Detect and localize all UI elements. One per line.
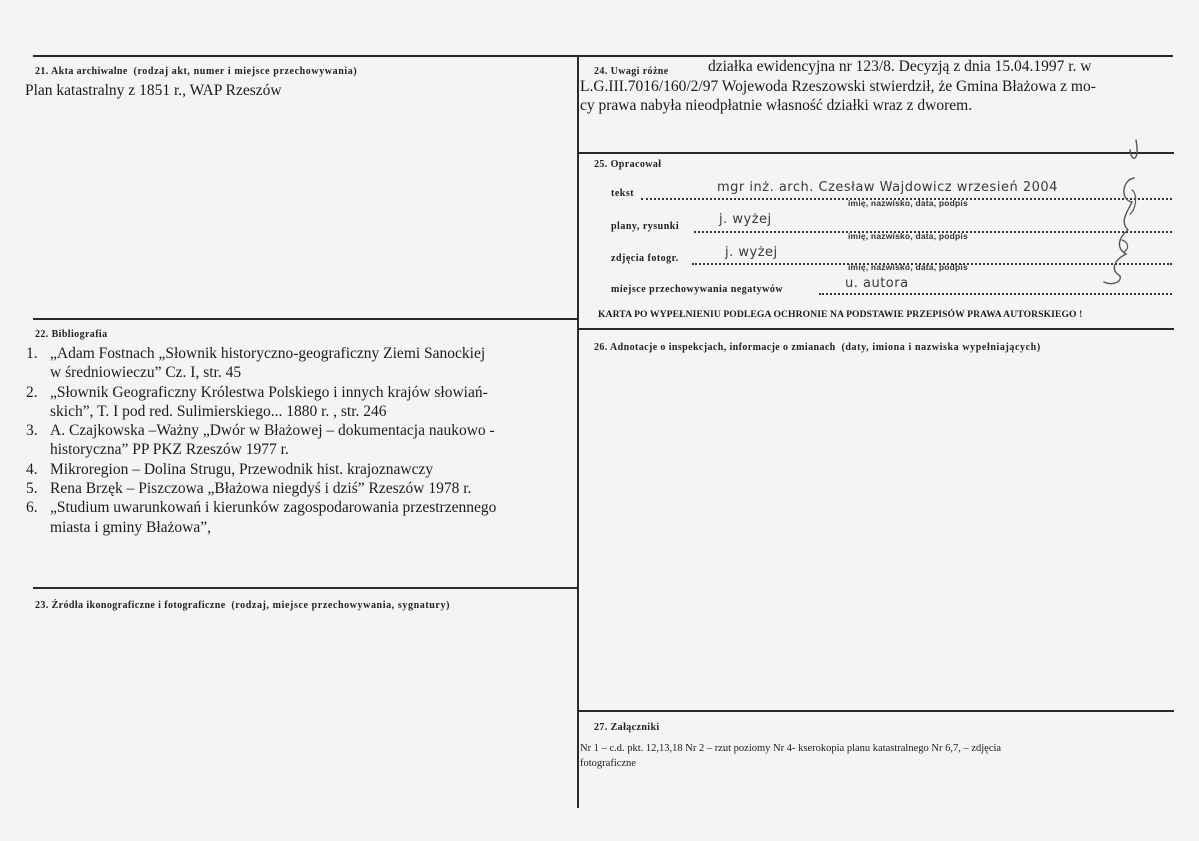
plany-label: plany, rysunki [611,221,680,232]
s21-label: 21. Akta archiwalne (rodzaj akt, numer i miejsce przechowywania) [35,66,358,77]
s24-line-1: działka ewidencyjna nr 123/8. Decyzją z dnia 15.04.1997 r. w [708,58,1092,75]
s25-label: 25. Opracował [594,159,662,170]
rule-s21-s22 [33,318,578,320]
bibliography-list [26,344,574,537]
zdjecia-label: zdjęcia fotogr. [611,253,679,264]
negatywy-label: miejsce przechowywania negatywów [611,284,784,295]
s24-line-3: cy prawa nabyła nieodpłatnie własność działki wraz z dworem. [580,97,973,114]
bibliography-item: 2. „Słownik Geograficzny Królestwa Polskiego i innych krajów słowiań- skich”, T. I pod red. Sulimierskiego... 1880 r. , str. 246 [26,383,488,420]
rule-s26-s27 [578,710,1174,712]
s23-sublabel: (rodzaj, miejsce przechowywania, sygnatury) [231,600,450,611]
s21-sublabel: (rodzaj akt, numer i miejsce przechowywania) [133,66,358,77]
s24-label: 24. Uwagi różne [594,66,669,77]
s26-sublabel: (daty, imiona i nazwiska wypełniających) [841,342,1041,353]
bibliography-item: 3. A. Czajkowska –Ważny „Dwór w Błażowej – dokumentacja naukowo - historyczna” PP PKZ Rzeszów 1977 r. [26,422,495,459]
s27-line-2: fotograficzne [580,758,636,769]
s27-label: 27. Załączniki [594,722,660,733]
bibliography-item: 4. Mikroregion – Dolina Strugu, Przewodnik hist. krajoznawczy [26,460,434,478]
s26-label: 26. Adnotacje o inspekcjach, informacje o zmianach (daty, imiona i nazwiska wypełniających) [594,342,1041,353]
s23-label: 23. Źródła ikonograficzne i fotograficzne (rodzaj, miejsce przechowywania, sygnatury) [35,600,450,611]
bibliography-item: 1. „Adam Fostnach „Słownik historyczno-geograficzny Ziemi Sanockiej w średniowieczu” Cz. I, str. 45 [26,345,486,382]
signature [1092,130,1152,295]
plany-value: j. wyżej [719,212,772,227]
rule-s24-s25 [578,152,1174,154]
tekst-value: mgr inż. arch. Czesław Wajdowicz wrzesień 2004 [717,180,1058,195]
negatywy-value: u. autora [845,276,909,291]
column-divider [577,55,579,808]
s22-label: 22. Bibliografia [35,329,108,340]
s27-line-1: Nr 1 – c.d. pkt. 12,13,18 Nr 2 – rzut poziomy Nr 4- kserokopia planu katastralnego Nr 6,7, – zdjęcia [580,743,1002,754]
zdjecia-value: j. wyżej [725,245,778,260]
tekst-label: tekst [611,188,635,199]
zdjecia-hint: imię, nazwisko, data, podpis [848,262,968,272]
bibliography-item: 5. Rena Brzęk – Piszczowa „Błażowa niegdyś i dziś” Rzeszów 1978 r. [26,480,472,498]
s24-line-2: L.G.III.7016/160/2/97 Wojewoda Rzeszowski stwierdził, że Gmina Błażowa z mo- [580,78,1096,95]
tekst-hint: imię, nazwisko, data, podpis [848,198,968,208]
rule-s25-s26 [578,328,1174,330]
s21-content: Plan katastralny z 1851 r., WAP Rzeszów [25,82,282,99]
rule-s22-s23 [33,587,578,589]
plany-hint: imię, nazwisko, data, podpis [848,231,968,241]
copyright-notice: KARTA PO WYPEŁNIENIU PODLEGA OCHRONIE NA PODSTAWIE PRZEPISÓW PRAWA AUTORSKIEGO ! [598,309,1083,320]
bibliography-item: 6. „Studium uwarunkowań i kierunków zagospodarowania przestrzennego miasta i gminy Błażowa”, [26,499,497,536]
